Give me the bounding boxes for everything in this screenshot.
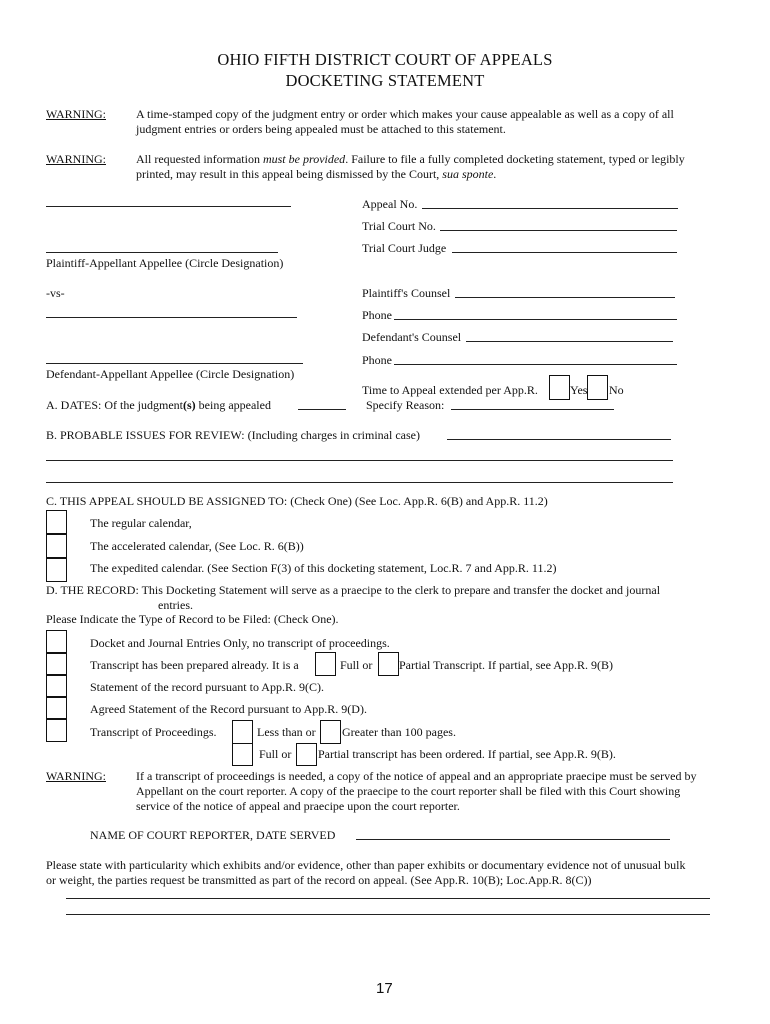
page-subtitle: DOCKETING STATEMENT	[285, 71, 485, 90]
warning-3-line3: service of the notice of appeal and praecipe upon the court reporter.	[136, 799, 460, 813]
defendants-counsel-field[interactable]	[466, 341, 673, 342]
docket-only-label: Docket and Journal Entries Only, no transcript of proceedings.	[90, 636, 390, 650]
defendant-designation: Defendant-Appellant Appellee (Circle Designation)	[46, 367, 295, 381]
exhibits-line1: Please state with particularity which exhibits and/or evidence, other than paper exhibits or documentary evidence not of unusual bulk	[46, 858, 686, 872]
phone-label-1: Phone	[362, 308, 392, 322]
statement-record-checkbox[interactable]	[46, 675, 67, 697]
plaintiffs-counsel-label: Plaintiff's Counsel	[362, 286, 451, 300]
regular-calendar-checkbox[interactable]	[46, 510, 67, 534]
phone-label-2: Phone	[362, 353, 392, 367]
no-label: No	[609, 383, 624, 397]
greater-than-100-checkbox[interactable]	[320, 720, 341, 744]
accelerated-calendar-checkbox[interactable]	[46, 534, 67, 558]
issues-field-2[interactable]	[46, 460, 673, 461]
less-than-100-label: Less than or	[257, 725, 316, 739]
plaintiffs-counsel-field[interactable]	[455, 297, 675, 298]
warning-2-emphasis: must be provided	[262, 152, 346, 166]
appeal-no-label: Appeal No.	[362, 197, 418, 211]
statement-record-label: Statement of the record pursuant to App.R. 9(C).	[90, 680, 324, 694]
warning-label-3: WARNING:	[46, 769, 106, 783]
appeal-no-field[interactable]	[422, 208, 678, 209]
expedited-calendar-checkbox[interactable]	[46, 558, 67, 582]
warning-1-line1: A time-stamped copy of the judgment entry or order which makes your cause appealable as well as a copy of all	[136, 107, 674, 121]
warning-label-1: WARNING:	[46, 107, 106, 121]
page-title: OHIO FIFTH DISTRICT COURT OF APPEALS	[217, 50, 553, 69]
no-checkbox[interactable]	[587, 375, 608, 400]
plaintiff-designation: Plaintiff-Appellant Appellee (Circle Designation)	[46, 256, 284, 270]
warning-2-line1: All requested information must be provided. Failure to file a fully completed docketing statement, typed or legibly	[136, 152, 685, 166]
less-than-100-checkbox[interactable]	[232, 720, 253, 744]
section-d-label-cont: entries.	[158, 598, 193, 612]
section-a-dates: A. DATES: Of the judgment(s) being appealed	[46, 398, 271, 412]
warning-3-line1: If a transcript of proceedings is needed, a copy of the notice of appeal and an appropriate praecipe must be served by	[136, 769, 697, 783]
yes-label: Yes	[570, 383, 588, 397]
warning-3-line2: Appellant on the court reporter. A copy of the praecipe to the court reporter shall be filed with this Court showing	[136, 784, 681, 798]
partial-transcript-checkbox[interactable]	[378, 652, 399, 676]
trial-court-judge-label: Trial Court Judge	[362, 241, 447, 255]
trial-court-judge-field[interactable]	[452, 252, 677, 253]
yes-checkbox[interactable]	[549, 375, 570, 400]
full-transcript-label: Full or	[340, 658, 373, 672]
trial-court-no-label: Trial Court No.	[362, 219, 436, 233]
plaintiff-name-line-2[interactable]	[46, 252, 278, 253]
partial-transcript-label: Partial Transcript. If partial, see App.R. 9(B)	[399, 658, 613, 672]
agreed-statement-checkbox[interactable]	[46, 697, 67, 719]
full-transcript-checkbox[interactable]	[315, 652, 336, 676]
warning-2-line2: printed, may result in this appeal being dismissed by the Court, sua sponte.	[136, 167, 497, 181]
plaintiff-name-line[interactable]	[46, 206, 291, 207]
specify-reason-field[interactable]	[451, 409, 614, 410]
record-type-instruction: Please Indicate the Type of Record to be Filed: (Check One).	[46, 612, 339, 626]
vs-label: -vs-	[46, 286, 65, 300]
defendant-name-line[interactable]	[46, 317, 297, 318]
exhibits-line2: or weight, the parties request be transmitted as part of the record on appeal. (See App.R. 10(B); Loc.App.R. 8(C))	[46, 873, 592, 887]
agreed-statement-label: Agreed Statement of the Record pursuant to App.R. 9(D).	[90, 702, 367, 716]
ordered-full-label: Full or	[259, 747, 292, 761]
section-c-label: C. THIS APPEAL SHOULD BE ASSIGNED TO: (Check One) (See Loc. App.R. 6(B) and App.R. 11.2)	[46, 494, 548, 508]
issues-field-1[interactable]	[447, 439, 671, 440]
exhibits-field-2[interactable]	[66, 914, 710, 915]
ordered-full-checkbox[interactable]	[232, 743, 253, 766]
page-number: 17	[376, 980, 393, 997]
expedited-calendar-label: The expedited calendar. (See Section F(3) of this docketing statement, Loc.R. 7 and App.R. 11.2)	[90, 561, 557, 575]
defendants-counsel-label: Defendant's Counsel	[362, 330, 462, 344]
trial-court-no-field[interactable]	[440, 230, 677, 231]
section-b-label: B. PROBABLE ISSUES FOR REVIEW: (Including charges in criminal case)	[46, 428, 420, 442]
greater-than-100-label: Greater than 100 pages.	[342, 725, 456, 739]
docket-only-checkbox[interactable]	[46, 630, 67, 653]
specify-reason-label: Specify Reason:	[366, 398, 445, 412]
phone-field-1[interactable]	[394, 319, 677, 320]
judgment-date-field[interactable]	[298, 409, 346, 410]
warning-1-line2: judgment entries or orders being appealed must be attached to this statement.	[136, 122, 506, 136]
court-reporter-field[interactable]	[356, 839, 670, 840]
accelerated-calendar-label: The accelerated calendar, (See Loc. R. 6(B))	[90, 539, 304, 553]
regular-calendar-label: The regular calendar,	[90, 516, 192, 530]
phone-field-2[interactable]	[394, 364, 677, 365]
ordered-partial-label: Partial transcript has been ordered. If partial, see App.R. 9(B).	[318, 747, 616, 761]
transcript-proceedings-label: Transcript of Proceedings.	[90, 725, 217, 739]
exhibits-field-1[interactable]	[66, 898, 710, 899]
issues-field-3[interactable]	[46, 482, 673, 483]
transcript-prepared-checkbox[interactable]	[46, 653, 67, 675]
ordered-partial-checkbox[interactable]	[296, 743, 317, 766]
time-extended-label: Time to Appeal extended per App.R.	[362, 383, 538, 397]
sua-sponte: sua sponte	[442, 167, 494, 181]
transcript-prepared-label: Transcript has been prepared already. It is a	[90, 658, 299, 672]
section-d-label: D. THE RECORD: This Docketing Statement will serve as a praecipe to the clerk to prepare and transfer the docket and journal	[46, 583, 661, 597]
court-reporter-label: NAME OF COURT REPORTER, DATE SERVED	[90, 828, 336, 842]
defendant-name-line-2[interactable]	[46, 363, 303, 364]
warning-label-2: WARNING:	[46, 152, 106, 166]
transcript-proceedings-checkbox[interactable]	[46, 719, 67, 742]
